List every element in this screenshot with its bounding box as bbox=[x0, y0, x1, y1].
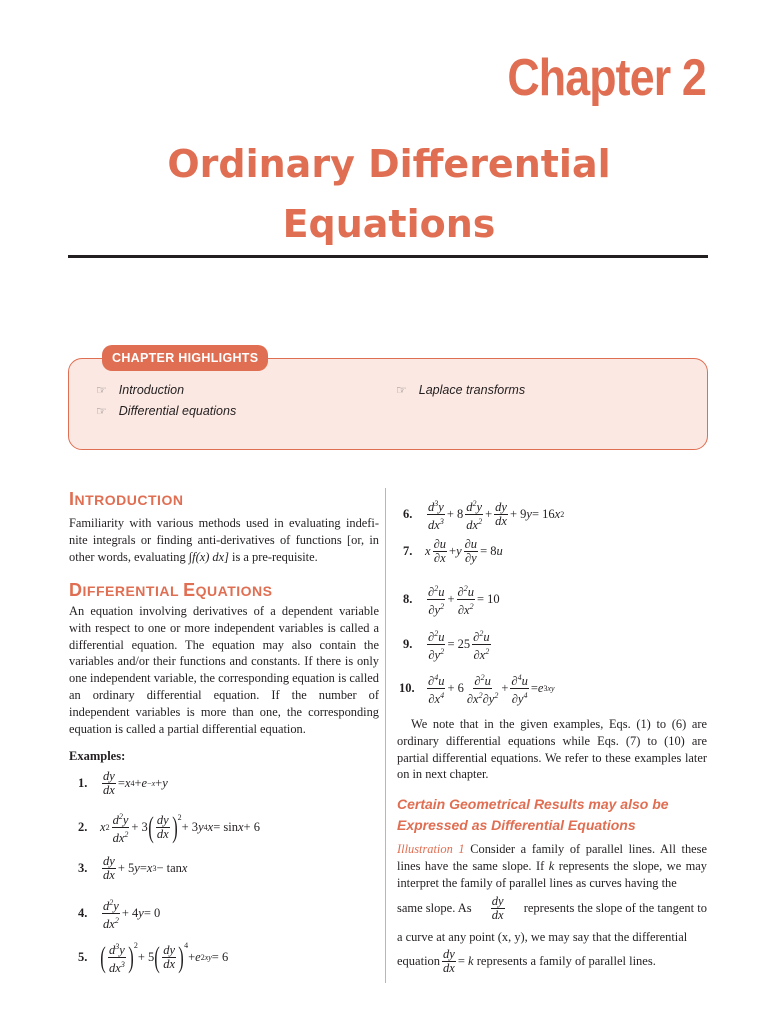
note-paragraph: We note that in the given examples, Eqs. (1) to (6) are ordinary differential equations while Eqs. (7) to (10) are partial differential equations. We refer to these examples later on in next chapter. bbox=[397, 717, 707, 782]
title-rule bbox=[68, 255, 708, 258]
differential-equations-paragraph: An equation involving derivatives of a dependent variable with respect to one or more independent variables is called a differential equation. The equation may also contain the variables and/or their functions and constants. If there is only one independent variable, the corresponding equation is called an ordinary differential equation. If the number of independent variables is more than one, the corresponding equation is called a partial differential equation. bbox=[69, 604, 379, 736]
chapter-label: Chapter 2 bbox=[507, 49, 706, 107]
highlights-tab: CHAPTER HIGHLIGHTS bbox=[102, 345, 268, 371]
pointer-icon: ☞ bbox=[396, 383, 407, 397]
illustration-label: Illustration 1 bbox=[397, 842, 465, 856]
illustration-line-4: equation $\frac{dy}{dx}$ = k represents a family of parallel lines. bbox=[397, 947, 656, 975]
equation-8: 8. $\frac{\partial^2u}{\partial y^2}$ + $\frac{\partial^2u}{\partial x^2}$ = 10 bbox=[403, 584, 500, 618]
illustration-paragraph: Illustration 1 Consider a family of parallel lines. All these lines have the same slope. If k represents the slope, we may interpret the family of parallel lines as curves having the bbox=[397, 842, 707, 890]
illustration-line-3: a curve at any point (x, y), we may say that the differential bbox=[397, 930, 688, 944]
pointer-icon: ☞ bbox=[96, 383, 107, 397]
equation-1: 1. $\frac{dy}{dx}$ = x 4 + e −x + y bbox=[78, 769, 168, 797]
examples-label: Examples: bbox=[69, 749, 126, 763]
differential-equations-heading: DIFFERENTIAL EQUATIONS bbox=[69, 580, 273, 600]
introduction-paragraph: Familiarity with various methods used in evaluating indefi-nite integrals or finding anti-derivatives of functions [or, in other words, evaluating ∫f(x) dx] is a pre-requisite. bbox=[69, 516, 379, 564]
equation-3: 3. $\frac{dy}{dx}$ + 5 y = x 3 − tan x bbox=[78, 854, 188, 882]
title-line-1: Ordinary Differential bbox=[167, 142, 611, 186]
pointer-icon: ☞ bbox=[96, 404, 107, 418]
equation-5: 5. ( $\frac{d^3y}{dx^3}$ ) $^2$ + 5 ( $\frac{dy}{dx}$ ) $^4$ + e 2xy = 6 bbox=[78, 940, 229, 976]
introduction-heading: INTRODUCTION bbox=[69, 489, 184, 509]
equation-2: 2. x 2 $\frac{d^2y}{dx^2}$ + 3 ( $\frac{dy}{dx}$ ) $^2$ + 3 y 4 x = sin x + 6 bbox=[78, 810, 260, 846]
equation-7: 7. x $\frac{\partial u}{\partial x}$ + y $\frac{\partial u}{\partial y}$ = 8 u bbox=[403, 537, 503, 565]
column-divider bbox=[385, 488, 386, 983]
equation-10: 10. $\frac{\partial^4u}{\partial x^4}$ + 6 $\frac{\partial^2u}{\partial x^2\partial y^2}$ + $\frac{\partial^4u}{\partial y^4}$ = e 3xy bbox=[399, 673, 555, 707]
equation-6: 6. $\frac{d^3y}{dx^3}$ + 8 $\frac{d^2y}{dx^2}$ + $\frac{dy}{dx}$ + 9 y = 16 x 2 bbox=[403, 499, 565, 533]
equation-9: 9. $\frac{\partial^2u}{\partial y^2}$ = 25 $\frac{\partial^2u}{\partial x^2}$ bbox=[403, 629, 490, 663]
highlight-item: ☞ Differential equations bbox=[96, 404, 237, 418]
geometrical-results-heading: Certain Geometrical Results may also be Expressed as Differential Equations bbox=[397, 796, 669, 833]
illustration-line-2: same slope. As $\frac{dy}{dx}$ represents the slope of the tangent to bbox=[397, 894, 707, 922]
highlight-item: ☞ Laplace transforms bbox=[396, 383, 526, 397]
equation-4: 4. $\frac{d^2y}{dx^2}$ + 4 y = 0 bbox=[78, 898, 161, 932]
chapter-title bbox=[0, 134, 768, 254]
highlight-item: ☞ Introduction bbox=[96, 383, 185, 397]
title-line-2: Equations bbox=[282, 202, 496, 246]
